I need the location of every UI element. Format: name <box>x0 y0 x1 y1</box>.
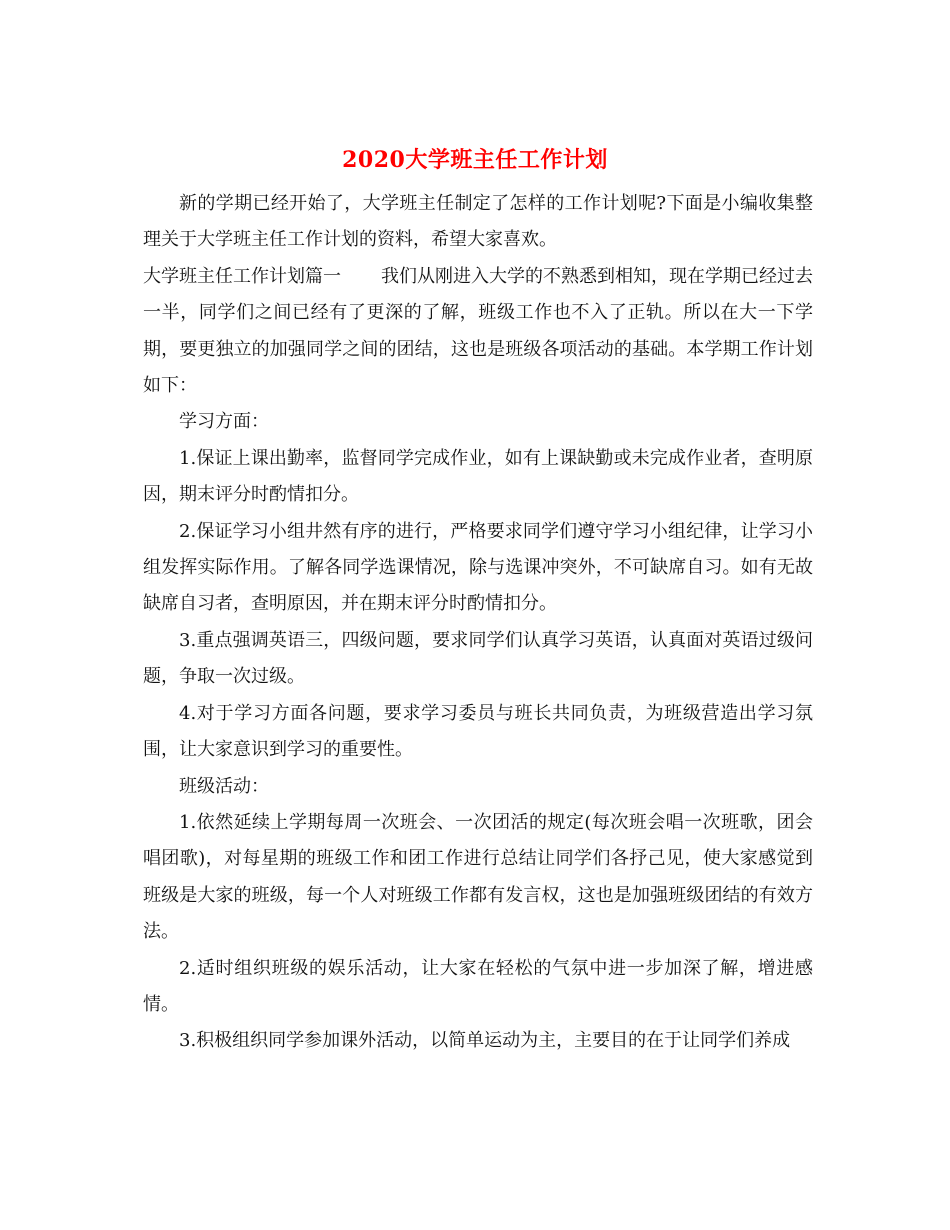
study-item-1: 1.保证上课出勤率，监督同学完成作业，如有上课缺勤或未完成作业者，查明原因，期末评分时酌情扣分。 <box>143 447 813 506</box>
study-item-4: 4.对于学习方面各问题，要求学习委员与班长共同负责，为班级营造出学习氛围，让大家意识到学习的重要性。 <box>143 702 813 761</box>
paragraph-plan-one-text: 我们从刚进入大学的不熟悉到相知，现在学期已经过去一半，同学们之间已经有了更深的了解，班级工作也不入了正轨。所以在大一下学期，要更独立的加强同学之间的团结，这也是班级各项活动的基础。本学期工作计划如下： <box>143 265 813 397</box>
study-item-3: 3.重点强调英语三，四级问题，要求同学们认真学习英语，认真面对英语过级问题，争取一次过级。 <box>143 629 813 688</box>
activity-item-3: 3.积极组织同学参加课外活动，以简单运动为主，主要目的在于让同学们养成 <box>179 1030 791 1052</box>
activity-item-2: 2.适时组织班级的娱乐活动，让大家在轻松的气氛中进一步加深了解，增进感情。 <box>143 957 813 1015</box>
paragraph-plan-one <box>143 259 813 405</box>
activity-item-1: 1.依然延续上学期每周一次班会、一次团活的规定(每次班会唱一次班歌，团会唱团歌)，对每星期的班级工作和团工作进行总结让同学们各抒己见，使大家感觉到班级是大家的班级，每一个人对班级工作都有发言权，这也是加强班级团结的有效方法。 <box>143 811 813 943</box>
section-heading-study: 学习方面： <box>179 411 269 433</box>
section-heading-plan-one: 大学班主任工作计划篇一 <box>143 265 341 287</box>
study-item-2: 2.保证学习小组井然有序的进行，严格要求同学们遵守学习小组纪律，让学习小组发挥实际作用。了解各同学选课情况，除与选课冲突外，不可缺席自习。如有无故缺席自习者，查明原因，并在期末评分时酌情扣分。 <box>143 520 813 615</box>
paragraph-intro: 新的学期已经开始了，大学班主任制定了怎样的工作计划呢?下面是小编收集整理关于大学班主任工作计划的资料，希望大家喜欢。 <box>143 193 813 251</box>
document-title: 2020大学班主任工作计划 <box>342 146 608 173</box>
document-body <box>143 186 813 1060</box>
section-heading-class-activities: 班级活动： <box>179 775 269 797</box>
